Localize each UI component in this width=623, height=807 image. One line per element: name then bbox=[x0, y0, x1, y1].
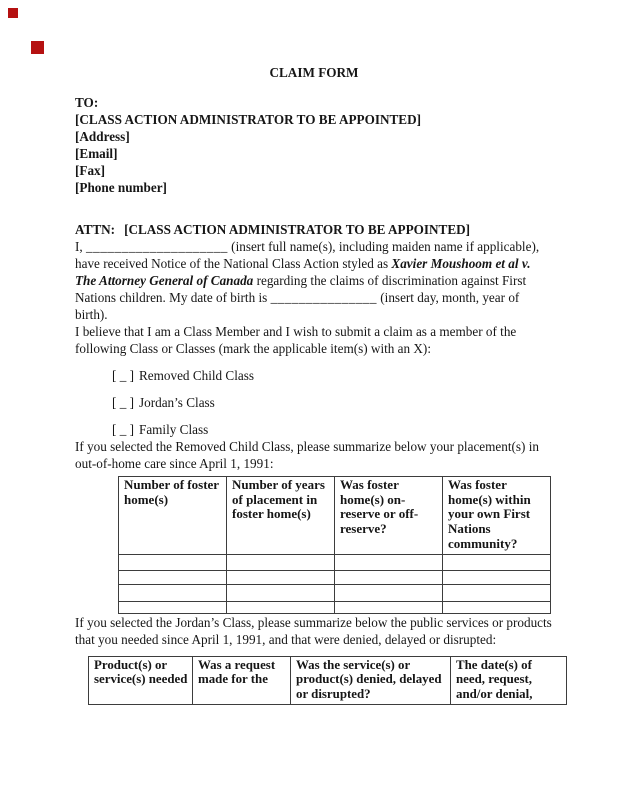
intro-paragraph bbox=[75, 238, 553, 323]
checkbox-marker[interactable]: [ _ ] bbox=[112, 368, 134, 383]
foster-table-cell[interactable] bbox=[335, 601, 443, 613]
services-table bbox=[88, 656, 567, 705]
foster-table-cell[interactable] bbox=[227, 554, 335, 570]
recipient-block bbox=[75, 94, 553, 196]
class-option-removed-child bbox=[112, 367, 553, 384]
intro-segment: I, bbox=[75, 239, 86, 254]
foster-table-cell[interactable] bbox=[335, 570, 443, 584]
foster-table-header-own-community: Was foster home(s) within your own First Nations community? bbox=[443, 477, 551, 555]
case-name-text: Xavier Moushoom et al v. The Attorney General of Canada bbox=[75, 256, 531, 288]
foster-table-header-row bbox=[119, 477, 551, 555]
class-member-paragraph: I believe that I am a Class Member and I wish to submit a claim as a member of the following Class or Classes (mark the applicable item(s) with an X): bbox=[75, 324, 517, 356]
foster-table-cell[interactable] bbox=[227, 584, 335, 601]
class-option-jordans bbox=[112, 394, 553, 411]
foster-table-cell[interactable] bbox=[119, 584, 227, 601]
foster-table-empty-row bbox=[119, 584, 551, 601]
foster-table-empty-row bbox=[119, 601, 551, 613]
foster-table-cell[interactable] bbox=[443, 570, 551, 584]
recipient-email-line: [Email] bbox=[75, 146, 118, 161]
red-square-marker bbox=[8, 8, 18, 18]
foster-table-cell[interactable] bbox=[119, 554, 227, 570]
red-square-marker bbox=[31, 41, 44, 54]
foster-table-cell[interactable] bbox=[335, 554, 443, 570]
full-name-blank-field[interactable]: ____________________ bbox=[86, 239, 228, 254]
services-table-header-denied-delayed: Was the service(s) or product(s) denied, delayed or disrupted? bbox=[291, 656, 451, 704]
foster-table-cell[interactable] bbox=[119, 570, 227, 584]
class-option-label: Jordan’s Class bbox=[138, 395, 215, 410]
document-content bbox=[75, 64, 553, 705]
checkbox-marker[interactable]: [ _ ] bbox=[112, 422, 134, 437]
recipient-address-line: [Address] bbox=[75, 129, 130, 144]
class-option-family bbox=[112, 421, 553, 438]
date-of-birth-blank-field[interactable]: _______________ bbox=[270, 290, 377, 305]
foster-table-cell[interactable] bbox=[443, 554, 551, 570]
foster-table-header-on-off-reserve: Was foster home(s) on-reserve or off-reserve? bbox=[335, 477, 443, 555]
foster-table-cell[interactable] bbox=[119, 601, 227, 613]
services-table-header-product-needed: Product(s) or service(s) needed bbox=[89, 656, 193, 704]
class-option-label: Removed Child Class bbox=[138, 368, 255, 383]
to-label: TO: bbox=[75, 95, 99, 110]
recipient-phone-line: [Phone number] bbox=[75, 180, 167, 195]
intro-segment: regarding the claims of discrimination against First Nations children. My date of birth is bbox=[75, 273, 527, 305]
page-title: CLAIM FORM bbox=[269, 65, 359, 80]
foster-table-cell[interactable] bbox=[443, 601, 551, 613]
foster-table-cell[interactable] bbox=[227, 601, 335, 613]
removed-child-intro-paragraph: If you selected the Removed Child Class, please summarize below your placement(s) in out-of-home care since April 1, 1991: bbox=[75, 439, 539, 471]
checkbox-marker[interactable]: [ _ ] bbox=[112, 395, 134, 410]
intro-segment: (insert day, month, year of birth). bbox=[75, 290, 520, 322]
services-table-header-dates: The date(s) of need, request, and/or denial, bbox=[451, 656, 567, 704]
foster-table-cell[interactable] bbox=[227, 570, 335, 584]
recipient-fax-line: [Fax] bbox=[75, 163, 106, 178]
services-table-header-request-made: Was a request made for the bbox=[193, 656, 291, 704]
attn-value: [CLASS ACTION ADMINISTRATOR TO BE APPOINTED] bbox=[124, 222, 471, 237]
foster-table-cell[interactable] bbox=[335, 584, 443, 601]
attn-label: ATTN: bbox=[75, 222, 116, 237]
intro-segment: (insert full name(s), including maiden name if applicable), have received Notice of the National Class Action styled as bbox=[75, 239, 540, 271]
foster-table-header-years-placement: Number of years of placement in foster home(s) bbox=[227, 477, 335, 555]
jordans-intro-paragraph: If you selected the Jordan’s Class, please summarize below the public services or products that you needed since April 1, 1991, and that were denied, delayed or disrupted: bbox=[75, 614, 552, 647]
recipient-administrator-line: [CLASS ACTION ADMINISTRATOR TO BE APPOINTED] bbox=[75, 112, 422, 127]
foster-table-cell[interactable] bbox=[443, 584, 551, 601]
foster-table-empty-row bbox=[119, 570, 551, 584]
foster-care-table bbox=[118, 476, 551, 614]
foster-table-header-number-homes: Number of foster home(s) bbox=[119, 477, 227, 555]
class-option-label: Family Class bbox=[138, 422, 209, 437]
foster-table-empty-row bbox=[119, 554, 551, 570]
attn-line bbox=[75, 221, 553, 238]
services-table-header-row bbox=[89, 656, 567, 704]
class-options-list bbox=[75, 367, 553, 438]
